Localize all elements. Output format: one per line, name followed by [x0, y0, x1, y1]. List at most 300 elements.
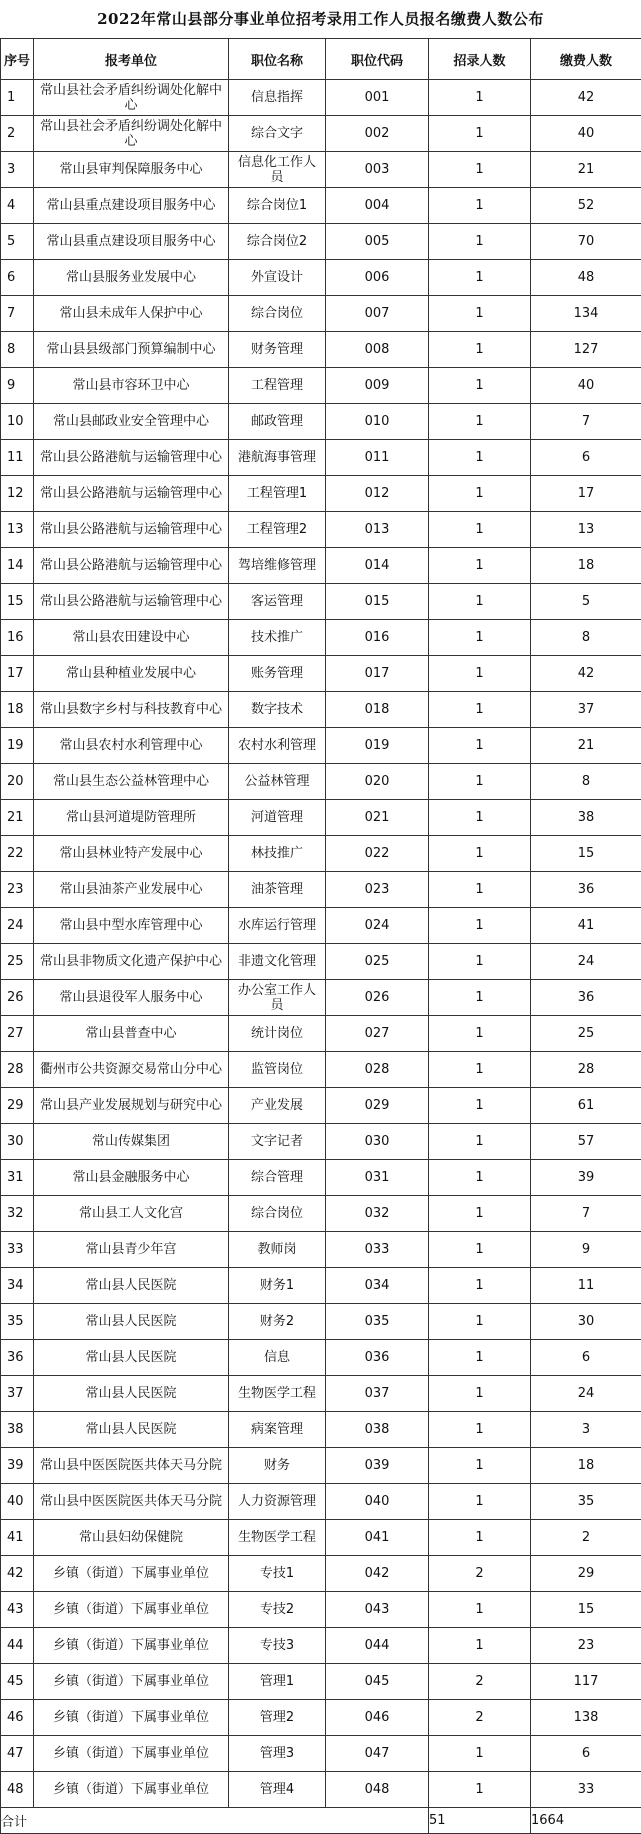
cell-paid: 24	[531, 1376, 641, 1412]
cell-post: 综合管理	[229, 1160, 326, 1196]
cell-seq: 21	[1, 800, 34, 836]
cell-seq: 43	[1, 1592, 34, 1628]
cell-paid: 2	[531, 1520, 641, 1556]
cell-paid: 11	[531, 1268, 641, 1304]
cell-recruit: 1	[429, 1448, 531, 1484]
cell-code: 021	[326, 800, 429, 836]
cell-recruit: 1	[429, 764, 531, 800]
cell-paid: 13	[531, 512, 641, 548]
table-row	[1, 260, 641, 296]
table-row	[1, 656, 641, 692]
cell-recruit: 1	[429, 332, 531, 368]
cell-unit: 常山县未成年人保护中心	[34, 296, 229, 332]
cell-code: 032	[326, 1196, 429, 1232]
cell-seq: 25	[1, 944, 34, 980]
cell-seq: 27	[1, 1016, 34, 1052]
cell-seq: 34	[1, 1268, 34, 1304]
cell-paid: 38	[531, 800, 641, 836]
cell-recruit: 1	[429, 188, 531, 224]
cell-code: 018	[326, 692, 429, 728]
cell-unit: 常山县农田建设中心	[34, 620, 229, 656]
cell-seq: 46	[1, 1700, 34, 1736]
cell-post: 综合岗位1	[229, 188, 326, 224]
registration-table	[0, 38, 641, 1834]
cell-post: 客运管理	[229, 584, 326, 620]
cell-unit: 乡镇（街道）下属事业单位	[34, 1628, 229, 1664]
cell-code: 034	[326, 1268, 429, 1304]
cell-post: 财务	[229, 1448, 326, 1484]
cell-post: 专技3	[229, 1628, 326, 1664]
cell-recruit: 1	[429, 548, 531, 584]
table-row	[1, 908, 641, 944]
cell-post: 管理2	[229, 1700, 326, 1736]
cell-recruit: 1	[429, 980, 531, 1016]
cell-code: 036	[326, 1340, 429, 1376]
cell-paid: 70	[531, 224, 641, 260]
cell-unit: 常山县林业特产发展中心	[34, 836, 229, 872]
table-row	[1, 1520, 641, 1556]
cell-recruit: 1	[429, 1160, 531, 1196]
cell-paid: 8	[531, 764, 641, 800]
cell-seq: 31	[1, 1160, 34, 1196]
cell-code: 008	[326, 332, 429, 368]
cell-post: 驾培维修管理	[229, 548, 326, 584]
cell-post: 数字技术	[229, 692, 326, 728]
cell-post: 管理4	[229, 1772, 326, 1808]
cell-code: 026	[326, 980, 429, 1016]
cell-seq: 48	[1, 1772, 34, 1808]
total-label: 合计	[1, 1808, 429, 1834]
cell-recruit: 1	[429, 584, 531, 620]
cell-post: 信息化工作人员	[229, 152, 326, 188]
cell-seq: 13	[1, 512, 34, 548]
cell-paid: 138	[531, 1700, 641, 1736]
cell-code: 012	[326, 476, 429, 512]
cell-paid: 117	[531, 1664, 641, 1700]
cell-recruit: 1	[429, 944, 531, 980]
cell-recruit: 1	[429, 872, 531, 908]
cell-seq: 5	[1, 224, 34, 260]
cell-seq: 44	[1, 1628, 34, 1664]
cell-recruit: 1	[429, 1124, 531, 1160]
cell-unit: 常山县公路港航与运输管理中心	[34, 548, 229, 584]
cell-recruit: 1	[429, 224, 531, 260]
cell-code: 015	[326, 584, 429, 620]
cell-code: 003	[326, 152, 429, 188]
cell-code: 038	[326, 1412, 429, 1448]
cell-recruit: 2	[429, 1700, 531, 1736]
table-row	[1, 1772, 641, 1808]
cell-post: 油茶管理	[229, 872, 326, 908]
cell-seq: 24	[1, 908, 34, 944]
cell-post: 工程管理2	[229, 512, 326, 548]
cell-post: 病案管理	[229, 1412, 326, 1448]
table-row	[1, 800, 641, 836]
cell-seq: 32	[1, 1196, 34, 1232]
cell-paid: 18	[531, 1448, 641, 1484]
cell-seq: 22	[1, 836, 34, 872]
cell-recruit: 1	[429, 656, 531, 692]
cell-paid: 25	[531, 1016, 641, 1052]
cell-seq: 12	[1, 476, 34, 512]
cell-paid: 29	[531, 1556, 641, 1592]
cell-unit: 常山县服务业发展中心	[34, 260, 229, 296]
cell-code: 013	[326, 512, 429, 548]
cell-code: 022	[326, 836, 429, 872]
table-row	[1, 1412, 641, 1448]
cell-seq: 1	[1, 80, 34, 116]
cell-code: 029	[326, 1088, 429, 1124]
cell-post: 水库运行管理	[229, 908, 326, 944]
cell-code: 031	[326, 1160, 429, 1196]
cell-post: 港航海事管理	[229, 440, 326, 476]
cell-recruit: 1	[429, 1628, 531, 1664]
cell-post: 专技1	[229, 1556, 326, 1592]
cell-paid: 52	[531, 188, 641, 224]
total-paid: 1664	[531, 1808, 641, 1834]
cell-unit: 常山县中型水库管理中心	[34, 908, 229, 944]
cell-unit: 常山县人民医院	[34, 1340, 229, 1376]
cell-post: 财务1	[229, 1268, 326, 1304]
cell-paid: 15	[531, 836, 641, 872]
table-row	[1, 404, 641, 440]
table-row	[1, 1088, 641, 1124]
cell-paid: 39	[531, 1160, 641, 1196]
cell-paid: 15	[531, 1592, 641, 1628]
cell-paid: 7	[531, 1196, 641, 1232]
cell-seq: 19	[1, 728, 34, 764]
cell-post: 外宣设计	[229, 260, 326, 296]
cell-paid: 23	[531, 1628, 641, 1664]
table-row	[1, 1628, 641, 1664]
cell-seq: 11	[1, 440, 34, 476]
cell-code: 007	[326, 296, 429, 332]
cell-post: 公益林管理	[229, 764, 326, 800]
cell-post: 统计岗位	[229, 1016, 326, 1052]
header-recruit: 招录人数	[429, 39, 531, 80]
cell-unit: 乡镇（街道）下属事业单位	[34, 1592, 229, 1628]
cell-recruit: 1	[429, 1592, 531, 1628]
table-row	[1, 80, 641, 116]
cell-post: 河道管理	[229, 800, 326, 836]
table-row	[1, 548, 641, 584]
cell-recruit: 1	[429, 512, 531, 548]
cell-post: 农村水利管理	[229, 728, 326, 764]
cell-seq: 35	[1, 1304, 34, 1340]
header-unit: 报考单位	[34, 39, 229, 80]
cell-recruit: 1	[429, 1052, 531, 1088]
cell-code: 042	[326, 1556, 429, 1592]
cell-paid: 35	[531, 1484, 641, 1520]
cell-post: 产业发展	[229, 1088, 326, 1124]
cell-code: 044	[326, 1628, 429, 1664]
cell-paid: 40	[531, 116, 641, 152]
cell-code: 019	[326, 728, 429, 764]
cell-paid: 3	[531, 1412, 641, 1448]
cell-post: 文字记者	[229, 1124, 326, 1160]
cell-seq: 38	[1, 1412, 34, 1448]
cell-recruit: 1	[429, 908, 531, 944]
cell-unit: 常山县邮政业安全管理中心	[34, 404, 229, 440]
cell-unit: 常山县工人文化宫	[34, 1196, 229, 1232]
cell-recruit: 1	[429, 440, 531, 476]
cell-post: 办公室工作人员	[229, 980, 326, 1016]
cell-unit: 常山县金融服务中心	[34, 1160, 229, 1196]
cell-code: 011	[326, 440, 429, 476]
cell-code: 006	[326, 260, 429, 296]
cell-code: 001	[326, 80, 429, 116]
cell-code: 023	[326, 872, 429, 908]
cell-code: 027	[326, 1016, 429, 1052]
cell-recruit: 1	[429, 1520, 531, 1556]
cell-code: 010	[326, 404, 429, 440]
table-row	[1, 440, 641, 476]
cell-unit: 乡镇（街道）下属事业单位	[34, 1772, 229, 1808]
cell-code: 017	[326, 656, 429, 692]
cell-post: 技术推广	[229, 620, 326, 656]
cell-code: 014	[326, 548, 429, 584]
table-row	[1, 872, 641, 908]
cell-paid: 37	[531, 692, 641, 728]
cell-code: 039	[326, 1448, 429, 1484]
table-row	[1, 368, 641, 404]
cell-seq: 2	[1, 116, 34, 152]
table-row	[1, 332, 641, 368]
cell-unit: 常山县公路港航与运输管理中心	[34, 476, 229, 512]
cell-unit: 常山县审判保障服务中心	[34, 152, 229, 188]
cell-unit: 常山县油茶产业发展中心	[34, 872, 229, 908]
cell-post: 综合岗位	[229, 296, 326, 332]
cell-code: 037	[326, 1376, 429, 1412]
cell-post: 工程管理1	[229, 476, 326, 512]
table-row	[1, 512, 641, 548]
cell-code: 043	[326, 1592, 429, 1628]
table-row	[1, 1196, 641, 1232]
cell-post: 财务管理	[229, 332, 326, 368]
table-row	[1, 944, 641, 980]
cell-recruit: 1	[429, 728, 531, 764]
cell-unit: 常山县公路港航与运输管理中心	[34, 512, 229, 548]
cell-unit: 常山县县级部门预算编制中心	[34, 332, 229, 368]
cell-seq: 18	[1, 692, 34, 728]
table-row	[1, 728, 641, 764]
cell-paid: 134	[531, 296, 641, 332]
cell-unit: 常山县人民医院	[34, 1268, 229, 1304]
cell-post: 财务2	[229, 1304, 326, 1340]
cell-recruit: 1	[429, 1340, 531, 1376]
cell-code: 046	[326, 1700, 429, 1736]
cell-seq: 29	[1, 1088, 34, 1124]
cell-seq: 15	[1, 584, 34, 620]
cell-unit: 常山县产业发展规划与研究中心	[34, 1088, 229, 1124]
cell-paid: 8	[531, 620, 641, 656]
cell-unit: 常山县退役军人服务中心	[34, 980, 229, 1016]
cell-seq: 30	[1, 1124, 34, 1160]
cell-unit: 常山县中医医院医共体天马分院	[34, 1448, 229, 1484]
cell-recruit: 1	[429, 404, 531, 440]
cell-paid: 18	[531, 548, 641, 584]
table-row	[1, 1016, 641, 1052]
cell-code: 016	[326, 620, 429, 656]
table-row	[1, 584, 641, 620]
cell-unit: 常山县人民医院	[34, 1376, 229, 1412]
cell-paid: 33	[531, 1772, 641, 1808]
cell-unit: 常山县重点建设项目服务中心	[34, 188, 229, 224]
cell-unit: 常山县人民医院	[34, 1412, 229, 1448]
cell-unit: 常山县人民医院	[34, 1304, 229, 1340]
cell-code: 030	[326, 1124, 429, 1160]
total-row	[1, 1808, 641, 1834]
cell-recruit: 1	[429, 1304, 531, 1340]
cell-post: 综合岗位	[229, 1196, 326, 1232]
cell-unit: 常山传媒集团	[34, 1124, 229, 1160]
cell-code: 024	[326, 908, 429, 944]
cell-recruit: 1	[429, 1376, 531, 1412]
cell-post: 账务管理	[229, 656, 326, 692]
table-row	[1, 152, 641, 188]
table-row	[1, 116, 641, 152]
table-row	[1, 1124, 641, 1160]
cell-post: 管理3	[229, 1736, 326, 1772]
cell-recruit: 1	[429, 1196, 531, 1232]
cell-paid: 30	[531, 1304, 641, 1340]
cell-unit: 常山县社会矛盾纠纷调处化解中心	[34, 80, 229, 116]
cell-post: 信息指挥	[229, 80, 326, 116]
cell-post: 管理1	[229, 1664, 326, 1700]
cell-paid: 24	[531, 944, 641, 980]
cell-post: 邮政管理	[229, 404, 326, 440]
header-paid: 缴费人数	[531, 39, 641, 80]
cell-code: 020	[326, 764, 429, 800]
cell-unit: 常山县社会矛盾纠纷调处化解中心	[34, 116, 229, 152]
cell-post: 生物医学工程	[229, 1520, 326, 1556]
cell-unit: 常山县普查中心	[34, 1016, 229, 1052]
cell-unit: 常山县公路港航与运输管理中心	[34, 440, 229, 476]
cell-code: 009	[326, 368, 429, 404]
cell-post: 综合岗位2	[229, 224, 326, 260]
table-row	[1, 224, 641, 260]
cell-post: 工程管理	[229, 368, 326, 404]
table-row	[1, 1160, 641, 1196]
cell-recruit: 1	[429, 1736, 531, 1772]
cell-paid: 36	[531, 872, 641, 908]
table-row	[1, 1592, 641, 1628]
cell-recruit: 1	[429, 800, 531, 836]
cell-paid: 127	[531, 332, 641, 368]
cell-paid: 6	[531, 440, 641, 476]
cell-post: 监管岗位	[229, 1052, 326, 1088]
cell-recruit: 1	[429, 1268, 531, 1304]
table-row	[1, 1556, 641, 1592]
cell-post: 综合文字	[229, 116, 326, 152]
cell-paid: 7	[531, 404, 641, 440]
cell-unit: 常山县生态公益林管理中心	[34, 764, 229, 800]
cell-recruit: 1	[429, 1412, 531, 1448]
table-row	[1, 1448, 641, 1484]
cell-code: 005	[326, 224, 429, 260]
page-title: 2022年常山县部分事业单位招考录用工作人员报名缴费人数公布	[0, 0, 641, 38]
cell-seq: 45	[1, 1664, 34, 1700]
table-row	[1, 980, 641, 1016]
cell-seq: 41	[1, 1520, 34, 1556]
cell-code: 028	[326, 1052, 429, 1088]
cell-seq: 47	[1, 1736, 34, 1772]
cell-unit: 常山县非物质文化遗产保护中心	[34, 944, 229, 980]
cell-seq: 37	[1, 1376, 34, 1412]
table-row	[1, 836, 641, 872]
cell-recruit: 1	[429, 260, 531, 296]
cell-paid: 57	[531, 1124, 641, 1160]
table-header-row	[1, 39, 641, 80]
header-seq: 序号	[1, 39, 34, 80]
cell-unit: 常山县数字乡村与科技教育中心	[34, 692, 229, 728]
cell-code: 040	[326, 1484, 429, 1520]
cell-recruit: 1	[429, 152, 531, 188]
cell-seq: 7	[1, 296, 34, 332]
cell-paid: 61	[531, 1088, 641, 1124]
cell-post: 专技2	[229, 1592, 326, 1628]
table-row	[1, 692, 641, 728]
cell-paid: 36	[531, 980, 641, 1016]
table-row	[1, 764, 641, 800]
cell-post: 林技推广	[229, 836, 326, 872]
cell-unit: 常山县公路港航与运输管理中心	[34, 584, 229, 620]
cell-code: 002	[326, 116, 429, 152]
cell-paid: 41	[531, 908, 641, 944]
cell-seq: 4	[1, 188, 34, 224]
cell-seq: 10	[1, 404, 34, 440]
cell-seq: 23	[1, 872, 34, 908]
cell-seq: 40	[1, 1484, 34, 1520]
cell-recruit: 1	[429, 1484, 531, 1520]
cell-post: 信息	[229, 1340, 326, 1376]
cell-seq: 33	[1, 1232, 34, 1268]
cell-seq: 39	[1, 1448, 34, 1484]
table-row	[1, 1052, 641, 1088]
cell-unit: 乡镇（街道）下属事业单位	[34, 1664, 229, 1700]
cell-paid: 17	[531, 476, 641, 512]
cell-post: 人力资源管理	[229, 1484, 326, 1520]
table-row	[1, 296, 641, 332]
cell-paid: 9	[531, 1232, 641, 1268]
cell-seq: 36	[1, 1340, 34, 1376]
table-row	[1, 1700, 641, 1736]
cell-recruit: 1	[429, 692, 531, 728]
cell-unit: 衢州市公共资源交易常山分中心	[34, 1052, 229, 1088]
cell-seq: 16	[1, 620, 34, 656]
cell-post: 生物医学工程	[229, 1376, 326, 1412]
table-row	[1, 1304, 641, 1340]
cell-unit: 常山县重点建设项目服务中心	[34, 224, 229, 260]
cell-paid: 6	[531, 1736, 641, 1772]
cell-seq: 6	[1, 260, 34, 296]
cell-unit: 乡镇（街道）下属事业单位	[34, 1556, 229, 1592]
cell-recruit: 2	[429, 1556, 531, 1592]
cell-recruit: 1	[429, 80, 531, 116]
cell-unit: 常山县中医医院医共体天马分院	[34, 1484, 229, 1520]
cell-post: 教师岗	[229, 1232, 326, 1268]
cell-code: 035	[326, 1304, 429, 1340]
table-row	[1, 1664, 641, 1700]
table-row	[1, 188, 641, 224]
cell-code: 025	[326, 944, 429, 980]
cell-recruit: 1	[429, 296, 531, 332]
cell-paid: 6	[531, 1340, 641, 1376]
cell-recruit: 1	[429, 1232, 531, 1268]
table-row	[1, 1232, 641, 1268]
cell-recruit: 1	[429, 116, 531, 152]
cell-recruit: 2	[429, 1664, 531, 1700]
